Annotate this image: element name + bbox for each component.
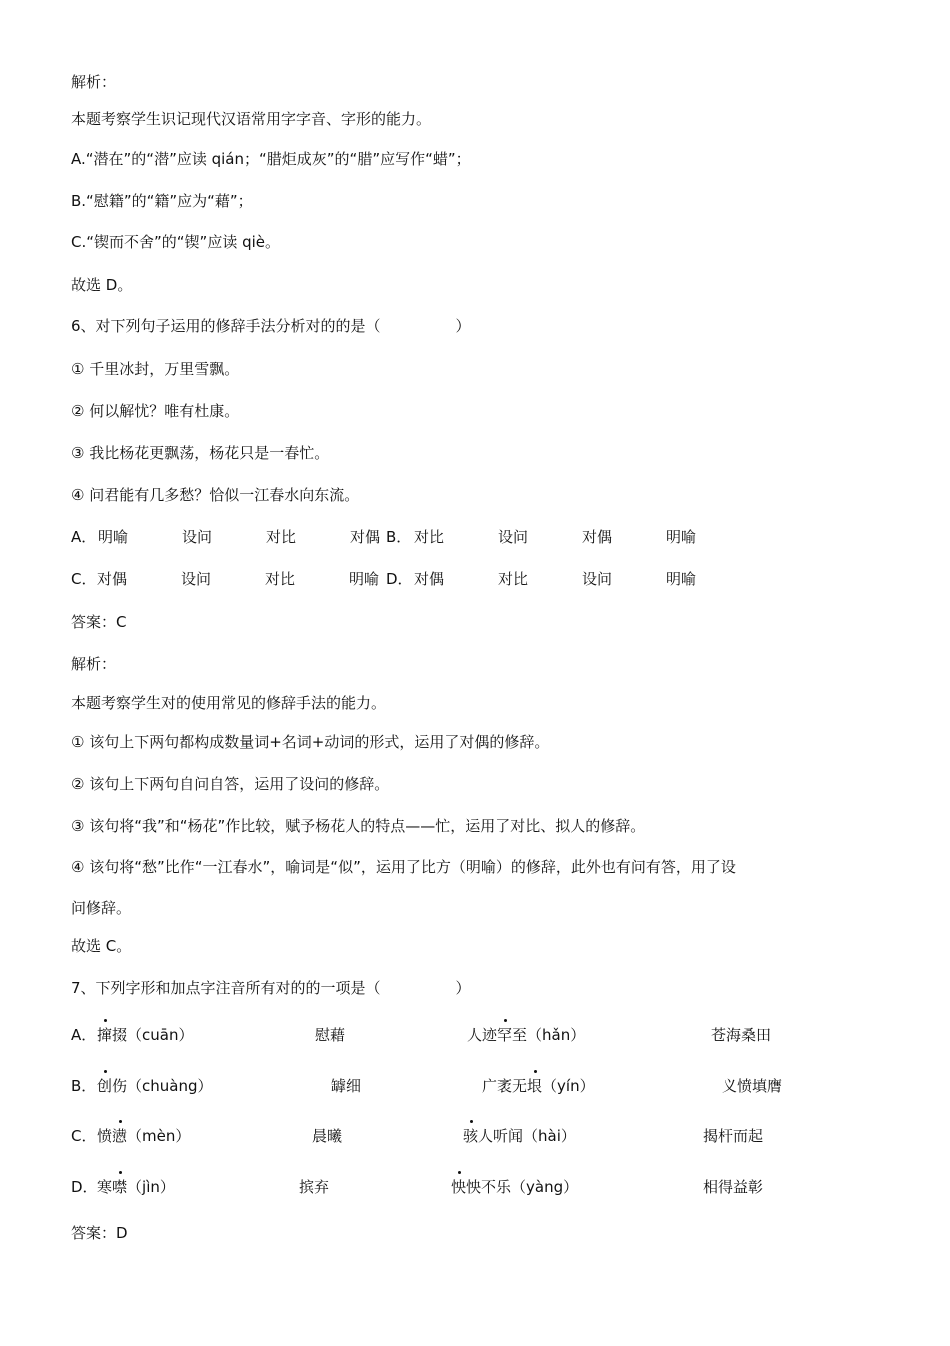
q6-sentence-2: ② 何以解忧？唯有杜康。 [71, 402, 240, 420]
word-text: （mèn） [127, 1127, 191, 1145]
q7-option-d-word-1 [97, 1176, 175, 1198]
q7-option-d-word-4: 相得益彰 [703, 1178, 764, 1196]
q7-option-b-word-2: 罅细 [331, 1077, 362, 1095]
q6-sentence-4: ④ 问君能有几多愁？恰似一江春水向东流。 [71, 486, 360, 504]
dotted-char: 创 [97, 1077, 113, 1095]
q6-sentence-1: ① 千里冰封，万里雪飘。 [71, 360, 240, 378]
q7-stem: 7、下列字形和加点字注音所有对的的一项是（ ） [71, 979, 471, 997]
dotted-char: 垠 [527, 1077, 543, 1095]
explanation-heading: 解析： [71, 73, 117, 91]
q7-option-a-word-2: 慰藉 [315, 1026, 346, 1044]
dotted-char: 骇 [463, 1127, 479, 1145]
q6-option-b-item-4: 明喻 [666, 528, 697, 546]
q6-option-d-item-3: 设问 [582, 570, 613, 588]
q6-option-a-item-3: 对比 [266, 528, 297, 546]
q7-option-c-word-3 [463, 1125, 576, 1147]
q7-option-a-word-1 [97, 1024, 193, 1046]
q6-stem: 6、对下列句子运用的修辞手法分析对的的是（ ） [71, 317, 471, 335]
q6-option-c-item-4: 明喻 [349, 570, 380, 588]
dotted-char: 撺 [97, 1026, 113, 1044]
q6-option-c-item-3: 对比 [265, 570, 296, 588]
dotted-char: 罕 [497, 1026, 513, 1044]
q6-explanation-intro: 本题考察学生对的使用常见的修辞手法的能力。 [71, 694, 387, 712]
q7-option-a-word-4: 苍海桑田 [711, 1026, 772, 1044]
word-text: 掇（cuān） [112, 1026, 194, 1044]
explanation-line-a: A.“潜在”的“潜”应读 qián；“腊炬成灰”的“腊”应写作“蜡”； [71, 150, 471, 168]
q7-option-c-word-4: 揭杆而起 [703, 1127, 764, 1145]
q7-option-d-label: D． [71, 1178, 98, 1196]
q7-option-b-word-3 [482, 1075, 595, 1097]
q6-option-d-item-1: 对偶 [414, 570, 445, 588]
q6-explanation-heading: 解析： [71, 655, 117, 673]
word-text: 愤 [97, 1127, 113, 1145]
q7-answer: 答案：D [71, 1224, 128, 1242]
word-text: 伤（chuàng） [112, 1077, 213, 1095]
word-text: 怏不乐（yàng） [466, 1178, 579, 1196]
q6-answer: 答案：C [71, 613, 127, 631]
word-text: 寒 [97, 1178, 113, 1196]
word-text: （yín） [542, 1077, 595, 1095]
explanation-conclusion: 故选 D。 [71, 276, 133, 294]
q6-option-a-item-1: 明喻 [98, 528, 129, 546]
q7-option-c-label: C． [71, 1127, 97, 1145]
q6-option-b-item-3: 对偶 [582, 528, 613, 546]
q6-option-d-label: D． [386, 570, 413, 588]
dotted-char: 噤 [112, 1178, 128, 1196]
q6-option-a-label: A． [71, 528, 97, 546]
q6-conclusion: 故选 C。 [71, 937, 132, 955]
q6-explanation-2: ② 该句上下两句自问自答，运用了设问的修辞。 [71, 775, 390, 793]
q7-option-a-label: A． [71, 1026, 97, 1044]
q7-option-b-word-1 [97, 1075, 213, 1097]
word-text: 广袤无 [482, 1077, 528, 1095]
q7-option-c-word-1 [97, 1125, 190, 1147]
q6-explanation-3: ③ 该句将“我”和“杨花”作比较，赋予杨花人的特点——忙，运用了对比、拟人的修辞。 [71, 817, 646, 835]
q6-option-c-label: C． [71, 570, 97, 588]
q6-option-a-item-2: 设问 [182, 528, 213, 546]
q7-option-a-word-3 [467, 1024, 585, 1046]
q6-option-b-item-2: 设问 [498, 528, 529, 546]
word-text: 人迹 [467, 1026, 498, 1044]
q6-option-b-label: B． [386, 528, 412, 546]
explanation-line-b: B.“慰籍”的“籍”应为“藉”； [71, 192, 253, 210]
q6-option-d-item-2: 对比 [498, 570, 529, 588]
word-text: （jìn） [127, 1178, 175, 1196]
q6-option-c-item-2: 设问 [181, 570, 212, 588]
explanation-line-c: C.“锲而不舍”的“锲”应读 qiè。 [71, 233, 281, 251]
q7-option-d-word-2: 摈弃 [299, 1178, 330, 1196]
q6-explanation-4: ④ 该句将“愁”比作“一江春水”，喻词是“似”，运用了比方（明喻）的修辞，此外也有问有答，用了设 [71, 858, 736, 876]
q6-option-b-item-1: 对比 [414, 528, 445, 546]
dotted-char: 懑 [112, 1127, 128, 1145]
q7-option-d-word-3 [451, 1176, 578, 1198]
q6-option-c-item-1: 对偶 [97, 570, 128, 588]
explanation-intro: 本题考察学生识记现代汉语常用字字音、字形的能力。 [71, 110, 432, 128]
q7-option-b-label: B． [71, 1077, 97, 1095]
q6-option-a-item-4: 对偶 [350, 528, 381, 546]
q7-option-c-word-2: 晨曦 [312, 1127, 343, 1145]
q6-explanation-4-continued: 问修辞。 [71, 899, 132, 917]
q7-option-b-word-4: 义愤填膺 [722, 1077, 783, 1095]
q6-explanation-1: ① 该句上下两句都构成数量词+名词+动词的形式，运用了对偶的修辞。 [71, 733, 550, 751]
dotted-char: 怏 [451, 1178, 467, 1196]
word-text: 人听闻（hài） [478, 1127, 576, 1145]
q6-option-d-item-4: 明喻 [666, 570, 697, 588]
word-text: 至（hǎn） [512, 1026, 586, 1044]
q6-sentence-3: ③ 我比杨花更飘荡，杨花只是一春忙。 [71, 444, 330, 462]
